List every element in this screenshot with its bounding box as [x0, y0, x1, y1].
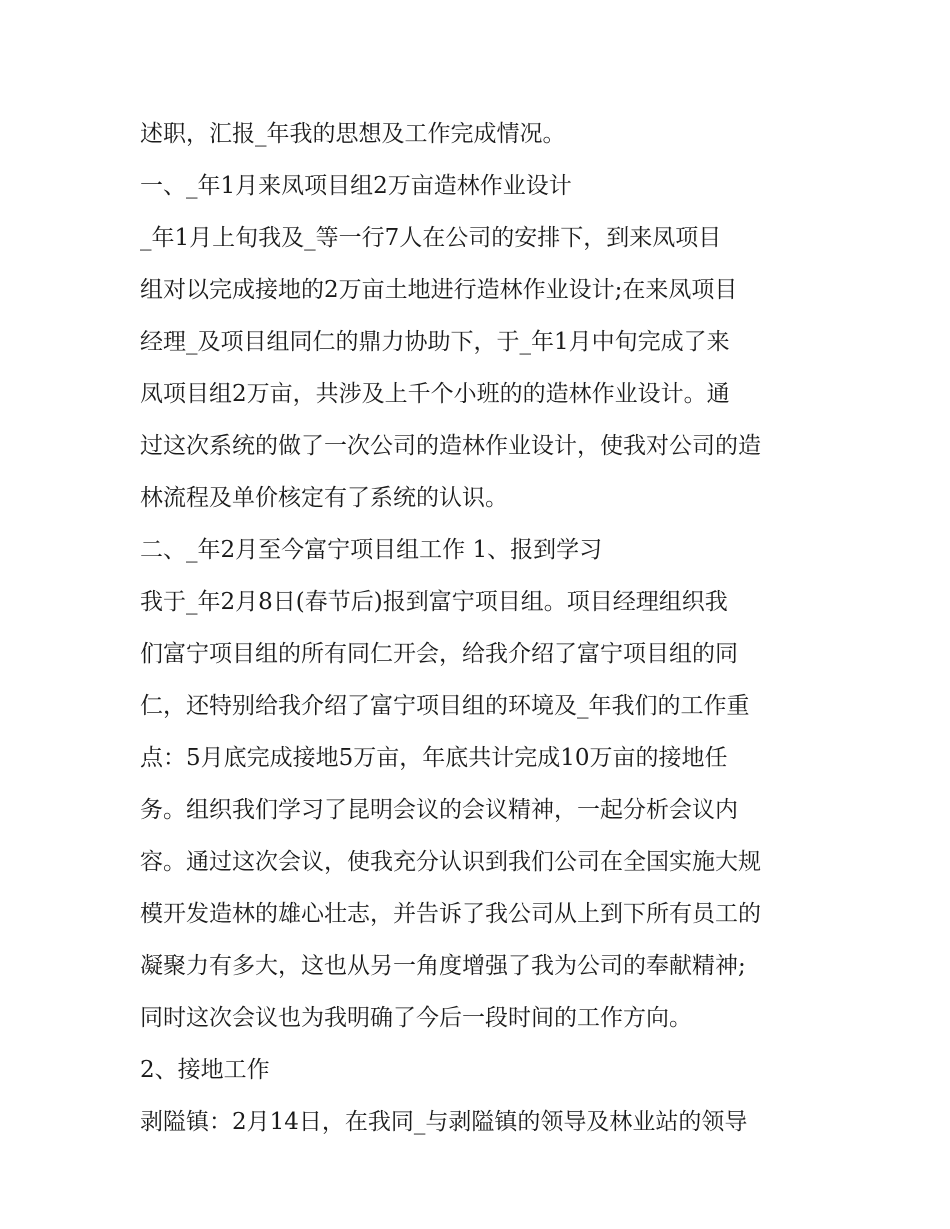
text-line: 务。组织我们学习了昆明会议的会议精神，一起分析会议内	[140, 797, 738, 823]
text-line: 林流程及单价核定有了系统的认识。	[140, 485, 508, 511]
text-line: 经理_及项目组同仁的鼎力协助下，于_年1月中旬完成了来	[140, 329, 730, 355]
text-line: 述职，汇报_年我的思想及工作完成情况。	[140, 121, 566, 147]
document-body	[140, 108, 820, 1148]
text-line: 仁，还特别给我介绍了富宁项目组的环境及_年我们的工作重	[140, 693, 750, 719]
text-line: 过这次系统的做了一次公司的造林作业设计，使我对公司的造	[140, 433, 761, 459]
text-line: 们富宁项目组的所有同仁开会，给我介绍了富宁项目组的同	[140, 641, 738, 667]
text-line: 凤项目组2万亩，共涉及上千个小班的的造林作业设计。通	[140, 381, 730, 407]
text-line: 我于_年2月8日(春节后)报到富宁项目组。项目经理组织我	[140, 589, 728, 615]
text-line: 凝聚力有多大，这也从另一角度增强了我为公司的奉献精神;	[140, 953, 746, 979]
section-heading: 二、_年2月至今富宁项目组工作 1、报到学习	[140, 537, 603, 563]
text-line: _年1月上旬我及_等一行7人在公司的安排下，到来凤项目	[140, 225, 722, 251]
text-line: 点：5月底完成接地5万亩，年底共计完成10万亩的接地任	[140, 745, 728, 771]
text-line: 组对以完成接地的2万亩土地进行造林作业设计;在来凤项目	[140, 277, 738, 303]
section-heading: 一、_年1月来凤项目组2万亩造林作业设计	[140, 173, 572, 199]
section-heading: 2、接地工作	[140, 1057, 270, 1083]
text-line: 容。通过这次会议，使我充分认识到我们公司在全国实施大规	[140, 849, 761, 875]
text-line: 剥隘镇：2月14日，在我同_与剥隘镇的领导及林业站的领导	[140, 1109, 748, 1135]
text-line: 模开发造林的雄心壮志，并告诉了我公司从上到下所有员工的	[140, 901, 761, 927]
text-line: 同时这次会议也为我明确了今后一段时间的工作方向。	[140, 1005, 692, 1031]
